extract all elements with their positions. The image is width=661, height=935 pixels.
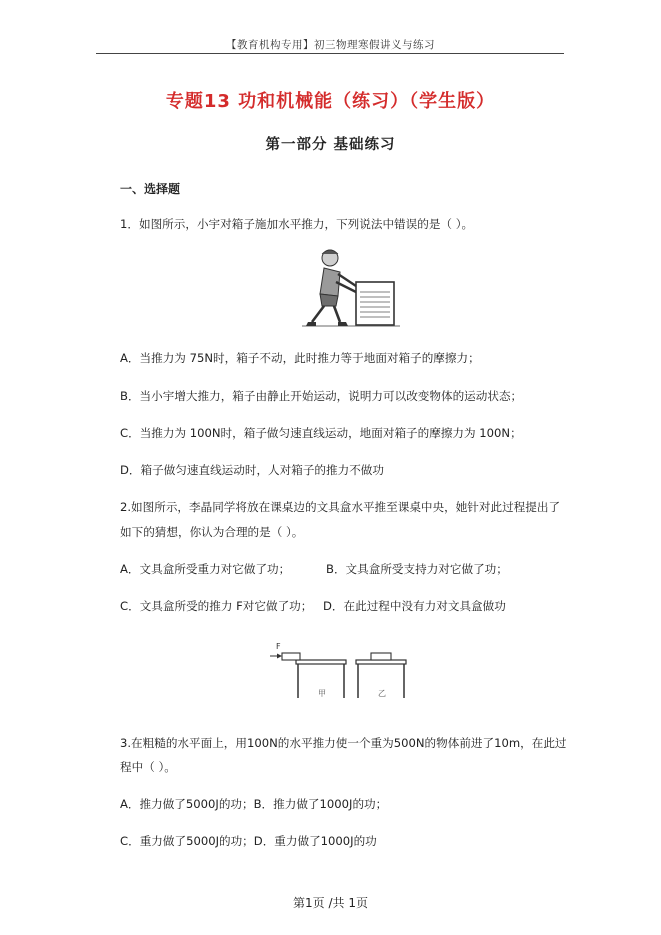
q2-stem-line1: 2.如图所示，李晶同学将放在课桌边的文具盒水平推至课桌中央，她针对此过程提出了 [120, 500, 561, 514]
header-rule [96, 53, 564, 54]
q2-option-b: B．文具盒所受支持力对它做了功； [326, 562, 508, 576]
page-header: 【教育机构专用】初三物理寒假讲义与练习 [226, 39, 435, 51]
q3-options-cd: C．重力做了5000J的功；D．重力做了1000J的功 [120, 834, 377, 848]
part-title: 第一部分 基础练习 [265, 137, 396, 153]
document-title: 专题13 功和机械能（练习）（学生版） [165, 91, 496, 112]
q1-figure-boy-pushing-box [300, 244, 404, 330]
label-jia: 甲 [318, 689, 326, 698]
label-yi: 乙 [378, 689, 386, 698]
box [356, 282, 394, 325]
pencil-box-left [282, 653, 300, 660]
q2-option-a: A．文具盒所受重力对它做了功； [120, 562, 291, 576]
q2-stem-line2: 如下的猜想，你认为合理的是（ ）。 [120, 525, 304, 539]
q3-options-ab: A．推力做了5000J的功；B．推力做了1000J的功； [120, 797, 388, 811]
desk-left-top [296, 660, 346, 664]
desk-right-top [356, 660, 406, 664]
section-title: 一、选择题 [120, 182, 181, 196]
q1-option-a: A．当推力为 75N时，箱子不动，此时推力等于地面对箱子的摩擦力； [120, 351, 480, 365]
q1-option-d: D．箱子做匀速直线运动时，人对箱子的推力不做功 [120, 463, 384, 477]
force-label: F [276, 642, 281, 651]
q2-option-d: D．在此过程中没有力对文具盒做功 [323, 599, 506, 613]
q3-stem-line2: 程中（ ）。 [120, 760, 176, 774]
q2-figure-desks [268, 638, 408, 702]
q1-stem: 1．如图所示，小宇对箱子施加水平推力，下列说法中错误的是（ ）。 [120, 217, 474, 231]
pencil-box-right [371, 653, 391, 660]
page-footer: 第1页 /共 1页 [293, 896, 368, 910]
q2-option-c: C．文具盒所受的推力 F对它做了功； [120, 599, 313, 613]
q1-option-c: C．当推力为 100N时，箱子做匀速直线运动，地面对箱子的摩擦力为 100N； [120, 426, 522, 440]
q1-option-b: B．当小宇增大推力，箱子由静止开始运动，说明力可以改变物体的运动状态； [120, 389, 523, 403]
q3-stem-line1: 3.在粗糙的水平面上，用100N的水平推力使一个重为500N的物体前进了10m，在此过 [120, 736, 567, 750]
